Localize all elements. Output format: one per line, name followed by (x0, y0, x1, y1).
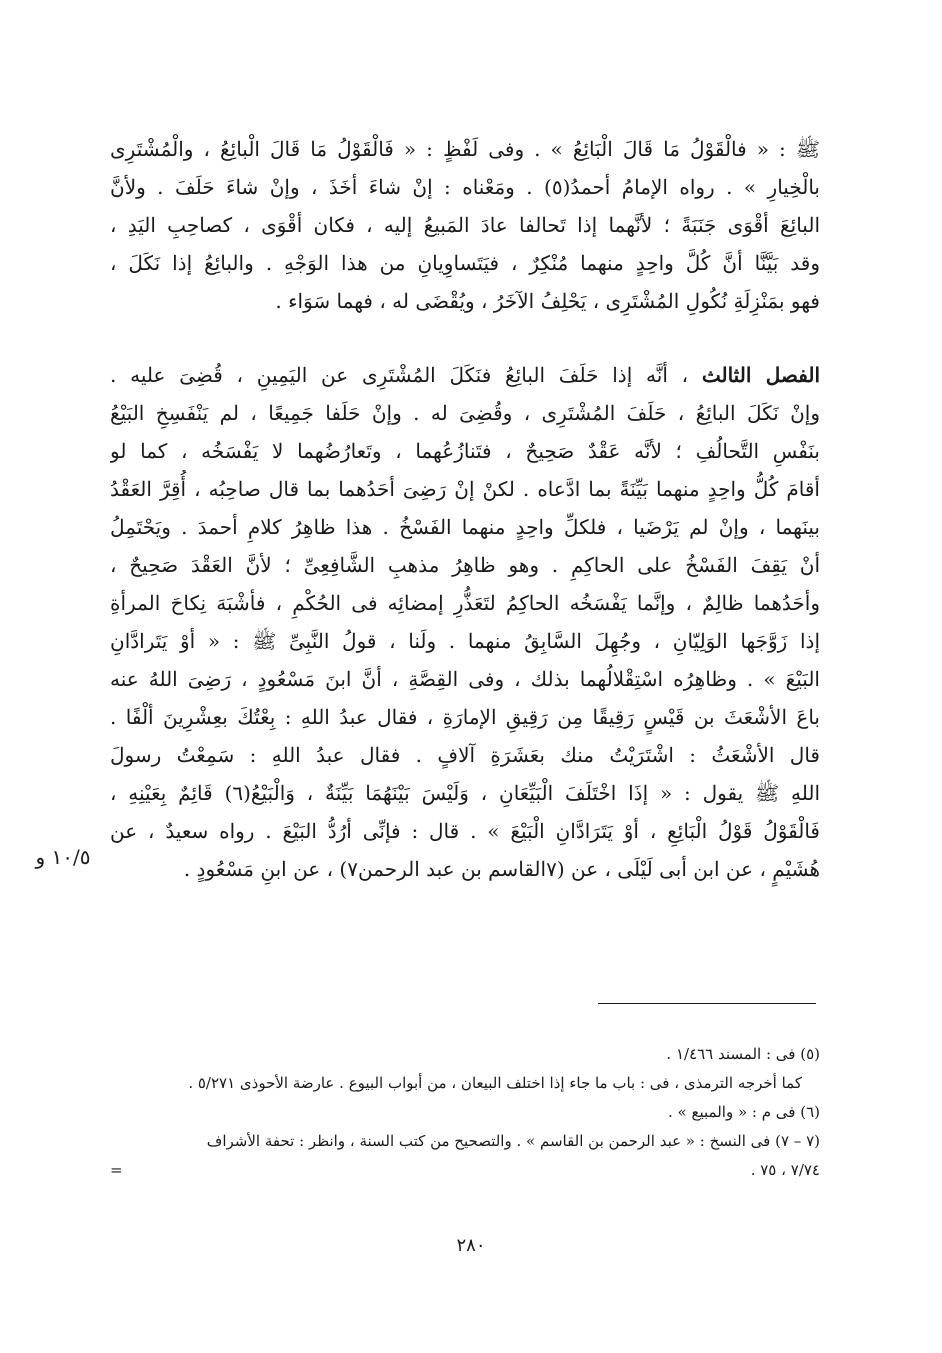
text-line: فَالْقَوْلُ قَوْلُ الْبَائِعِ ، أوْ يَتَرَادَّانِ الْبَيْعَ » . قال : فإنِّى أرُدُّ البَيْعَ . رواه سعيدٌ ، عن (110, 819, 820, 843)
text-line: بالْخِيارِ » . رواه الإمامُ أحمدُ(٥) . ومَعْناه : إنْ شاءَ أخَذَ ، وإنْ شاءَ حَلَفَ . ولأنَّ (110, 175, 820, 199)
text-line: وأحَدُهما ظالِمٌ ، وإنَّما يَفْسَخُه الحاكِمُ لتَعَذُّرِ إمضائِه فى الحُكْمِ ، فأشْبَهَ نِكاحَ المرأةِ (110, 591, 820, 615)
text-line: وقد بَيَّنَّا أنَّ كُلَّ واحِدٍ منهما مُنْكِرٌ ، فيَتَساوِيانِ من هذا الوَجْهِ . والبائِعُ إذا نَكَلَ ، (110, 251, 820, 275)
text-line: إذا زَوَّجَها الوَلِيّانِ ، وجُهِلَ السَّابِقُ منهما . ولَنا ، قولُ النَّبِىِّ ﷺ : « أوْ يَتَرادَّانِ (110, 629, 820, 653)
section-heading: الفصل الثالث (701, 363, 820, 387)
footnote-7-cont-text: ٧/٧٤ ، ٧٥ . (750, 1161, 820, 1179)
text-line: هُشَيْمٍ ، عن ابن أبى لَيْلَى ، عن (٧القاسم بن عبد الرحمن٧) ، عن ابنِ مَسْعُودٍ . (183, 857, 820, 881)
text-line (110, 356, 820, 394)
heading-line-rest: ، أنَّه إذا حَلَفَ البائِعُ فنَكَلَ المُشْتَرِى عن اليَمِينِ ، قُضِىَ عليه . (110, 363, 702, 387)
footnote-7: (٧ – ٧) فى النسخ : « عبد الرحمن بن القاسم » . والتصحيح من كتب السنة ، وانظر : تحفة الأشراف (206, 1132, 820, 1150)
text-line: أقامَ كُلُّ واحِدٍ منهما بَيِّنَةً بما ادَّعاه . لكنْ إنْ رَضِىَ أحَدُهما بما قال صاحِبُه ، أُقِرَّ العَقْدُ (110, 477, 820, 501)
text-line: اللهِ ﷺ يقول : « إذَا اخْتَلَفَ الْبَيِّعَانِ ، وَلَيْسَ بَيْنَهُمَا بَيِّنَةٌ ، وَالْبَيْعُ(٦) قَائِمٌ بِعَيْنِهِ ، (110, 781, 820, 805)
paragraph-1 (110, 130, 820, 320)
footnote-7-continuation (110, 1156, 820, 1185)
continuation-mark: = (110, 1161, 123, 1179)
footnote-5-extra: كما أخرجه الترمذى ، فى : باب ما جاء إذا اختلف البيعان ، من أبواب البيوع . عارضة الأحوذى ٥/٢٧١ . (188, 1074, 802, 1092)
paragraph-2 (110, 356, 820, 888)
manuscript-folio-marker: ١٠/٥ و (35, 845, 91, 869)
text-line: ﷺ : « فالْقَوْلُ مَا قَالَ الْبَائِعُ » . وفى لَفْظٍ : « فَالْقَوْلُ مَا قَالَ الْبائِعُ ، والْمُشْتَرِى (110, 137, 820, 161)
footnote-6: (٦) فى م : « والمبيع » . (668, 1103, 820, 1121)
footnote-separator (598, 1003, 816, 1004)
footnote-5: (٥) فى : المسند ١/٤٦٦ . (666, 1045, 820, 1063)
text-line: البائِعَ أقْوَى جَنَبَةً ؛ لأنَّهما إذا تَحالفا عادَ المَبيعُ إليه ، فكان أقْوَى ، كصاحِبِ اليَدِ ، (110, 213, 820, 237)
footnotes (110, 1040, 820, 1185)
text-line: وإنْ نَكَلَ البائِعُ ، حَلَفَ المُشْتَرِى ، وقُضِىَ له . وإنْ حَلَفا جَمِيعًا ، لم يَنْفَسِخِ البَيْعُ (110, 401, 820, 425)
text-line: فهو بمَنْزِلَةِ نُكُولِ المُشْتَرِى ، يَحْلِفُ الآخَرُ ، ويُقْضَى له ، فهما سَوَاء . (275, 289, 820, 313)
text-line: البَيْعَ » . وظاهِرُه اسْتِقْلالُهما بذلك ، وفى القِصَّةِ ، أنَّ ابنَ مَسْعُودٍ ، رَضِىَ اللهُ عنه (110, 667, 820, 691)
text-line: قال الأشْعَثُ : اشْتَرَيْتُ منك بعَشَرَةِ آلافٍ . فقال عبدُ اللهِ : سَمِعْتُ رسولَ (110, 743, 820, 767)
text-line: أنْ يَقِفَ الفَسْخُ على الحاكِمِ . وهو ظاهِرُ مذهبِ الشَّافِعِىِّ ؛ لأنَّ العَقْدَ صَحِيحٌ ، (110, 553, 820, 577)
text-line: باعَ الأشْعَثَ بن قَيْسٍ رَقِيقًا مِن رَقِيقِ الإمارَةِ ، فقال عبدُ اللهِ : بِعْتُكَ بعِشْرِينَ ألْفًا . (110, 705, 820, 729)
text-line: بنَفْسِ التَّحالُفِ ؛ لأنَّه عَقْدٌ صَحِيحٌ ، فتَنازُعُهما ، وتَعارُضُهما لا يَفْسَخُه ، كما لو (110, 439, 820, 463)
page-number: ٢٨٠ (456, 1235, 486, 1256)
text-line: بينَهما ، وإنْ لم يَرْضَيا ، فلكلِّ واحِدٍ منهما الفَسْخُ . هذا ظاهِرُ كلامِ أحمدَ . ويَحْتَمِلُ (110, 515, 820, 539)
